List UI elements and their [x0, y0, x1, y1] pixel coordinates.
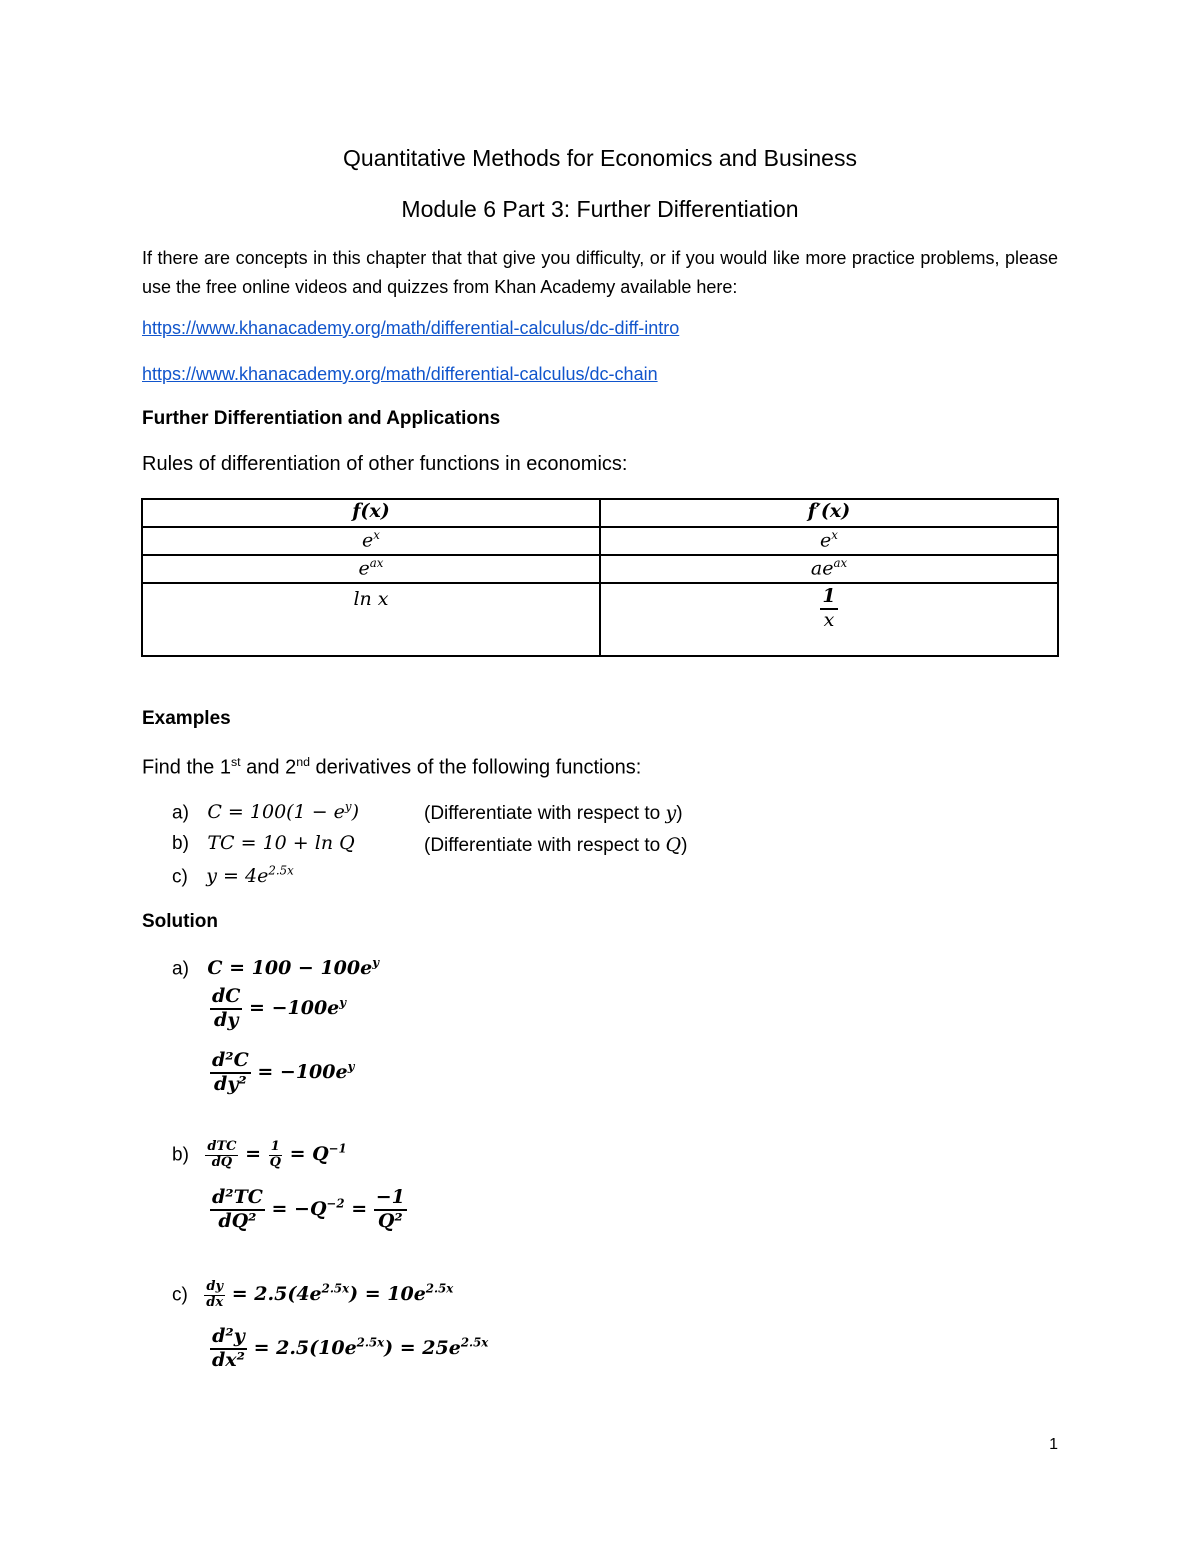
table-header-row	[142, 499, 1058, 527]
khan-link-diff-intro[interactable]: https://www.khanacademy.org/math/differential-calculus/dc-diff-intro	[142, 318, 680, 338]
khan-link-chain[interactable]: https://www.khanacademy.org/math/differential-calculus/dc-chain	[142, 364, 658, 384]
solution-c-second-derivative: $\frac{\text{d²y}}{\text{dx²}}$ = $2.5(10e^{2.5x}) = 25e^{2.5x}$	[212, 1325, 489, 1371]
table-header-fx: f(x)	[142, 499, 600, 527]
example-b: b) TC = 10 + ln Q	[172, 832, 355, 854]
table-cell	[600, 583, 1058, 656]
solution-a-first-derivative: $\frac{dC}{dy}$ = $-100e^y$	[212, 985, 347, 1031]
solution-c-first-derivative: c) $\frac{dy}{dx}$ = $2.5(4e^{2.5x}) = 10e^{2.5x}$	[172, 1279, 454, 1310]
examples-heading: Examples	[142, 708, 231, 729]
table-cell: $e^x$	[600, 527, 1058, 555]
table-cell: $e^x$	[142, 527, 600, 555]
fraction: $\frac{1}{x}$	[822, 585, 836, 631]
page-number: 1	[1049, 1436, 1058, 1453]
table-row	[142, 555, 1058, 583]
example-a: a) $C = 100(1 - e^y)$	[172, 800, 359, 824]
solution-a-second-derivative: $\frac{\text{d²C}}{\text{dy²}}$ = $-100e^y$	[212, 1049, 355, 1095]
solution-b-first-derivative: b) $\frac{\text{dTC}}{dQ}$ = $\frac{1}{Q}$ = $Q^{-1}$	[172, 1139, 347, 1170]
example-c: c) $y = 4e^{2.5x}$	[172, 864, 294, 888]
intro-paragraph: If there are concepts in this chapter that that give you difficulty, or if you would like more practice problems, please use the free online videos and quizzes from Khan Academy available here:	[142, 248, 1058, 297]
section-heading: Further Differentiation and Applications	[142, 408, 501, 429]
rules-table	[141, 498, 1059, 657]
example-a-note: (Differentiate with respect to y)	[424, 802, 683, 824]
table-cell: $ae^{ax}$	[600, 555, 1058, 583]
document-subtitle: Module 6 Part 3: Further Differentiation	[401, 196, 799, 222]
rules-heading: Rules of differentiation of other functions in economics:	[142, 453, 628, 475]
table-row	[142, 583, 1058, 656]
table-header-fprime: f′(x)	[600, 499, 1058, 527]
table-cell: $e^{ax}$	[142, 555, 600, 583]
solution-a-line1: a) $C = 100 - 100e^y$	[172, 956, 380, 980]
solution-b-second-derivative: $\frac{\text{d²TC}}{\text{dQ²}}$ = $-Q^{-2}$ = $\frac{-1}{\text{Q²}}$	[212, 1186, 405, 1232]
table-row	[142, 527, 1058, 555]
example-b-note: (Differentiate with respect to Q)	[424, 834, 688, 856]
solution-heading: Solution	[142, 911, 218, 932]
find-derivatives-instruction: Find the 1st and 2nd derivatives of the following functions:	[142, 755, 642, 779]
table-cell: ln x	[142, 583, 600, 656]
document-title: Quantitative Methods for Economics and Business	[343, 145, 857, 171]
